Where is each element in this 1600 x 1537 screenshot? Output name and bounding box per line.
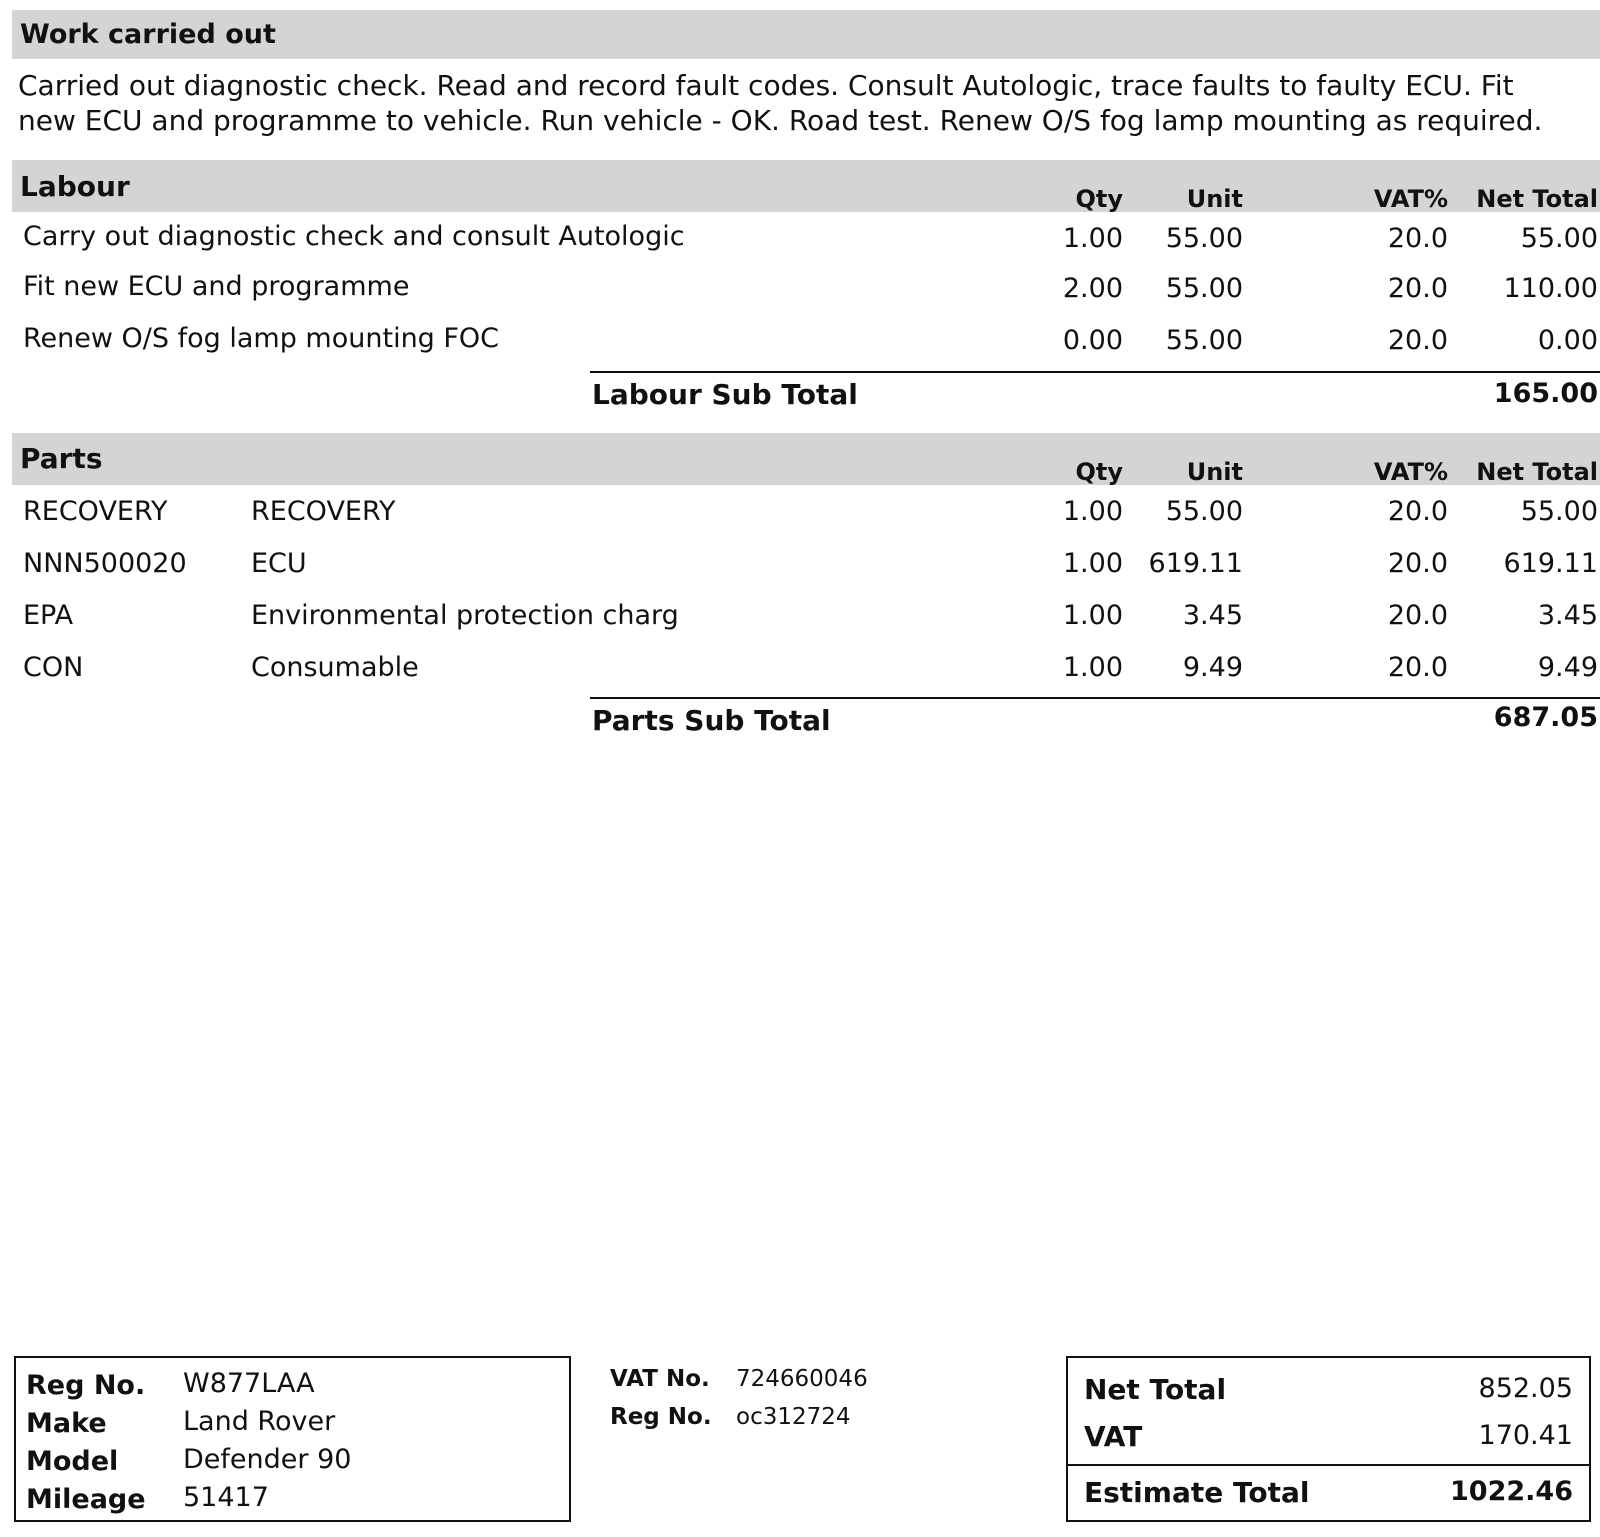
totals-box — [1066, 1356, 1591, 1522]
vehicle-reg-value: W877LAA — [183, 1368, 315, 1399]
part-code: NNN500020 — [23, 548, 187, 579]
labour-net: 0.00 — [1537, 325, 1598, 356]
part-vat: 20.0 — [1387, 652, 1448, 683]
part-desc: Consumable — [251, 652, 419, 683]
labour-vat: 20.0 — [1387, 223, 1448, 254]
parts-col-vat: VAT% — [1373, 458, 1448, 486]
labour-col-unit: Unit — [1186, 185, 1243, 213]
part-net: 9.49 — [1537, 652, 1598, 683]
vehicle-make-label: Make — [26, 1408, 107, 1439]
parts-subtotal-rule — [590, 697, 1600, 699]
labour-qty: 1.00 — [1062, 223, 1123, 254]
labour-qty: 0.00 — [1062, 325, 1123, 356]
part-vat: 20.0 — [1387, 548, 1448, 579]
vat-total-value: 170.41 — [1478, 1420, 1573, 1451]
part-vat: 20.0 — [1387, 496, 1448, 527]
labour-col-net: Net Total — [1476, 185, 1598, 213]
parts-title: Parts — [20, 442, 103, 475]
part-unit: 9.49 — [1182, 652, 1243, 683]
vehicle-make-value: Land Rover — [183, 1406, 336, 1437]
part-net: 55.00 — [1520, 496, 1598, 527]
labour-desc: Fit new ECU and programme — [23, 271, 410, 302]
labour-unit: 55.00 — [1165, 273, 1243, 304]
part-net: 3.45 — [1537, 600, 1598, 631]
part-qty: 1.00 — [1062, 600, 1123, 631]
parts-header — [12, 433, 1600, 485]
parts-col-qty: Qty — [1075, 458, 1123, 486]
labour-header — [12, 160, 1600, 212]
part-qty: 1.00 — [1062, 496, 1123, 527]
labour-vat: 20.0 — [1387, 273, 1448, 304]
net-total-value: 852.05 — [1478, 1373, 1573, 1404]
part-qty: 1.00 — [1062, 652, 1123, 683]
work-carried-out-header — [12, 10, 1600, 59]
part-code: CON — [23, 652, 84, 683]
labour-subtotal-label: Labour Sub Total — [592, 378, 858, 411]
labour-desc: Carry out diagnostic check and consult Autologic — [23, 221, 685, 252]
labour-net: 55.00 — [1520, 223, 1598, 254]
part-qty: 1.00 — [1062, 548, 1123, 579]
part-code: EPA — [23, 600, 74, 631]
totals-rule — [1068, 1464, 1589, 1466]
company-reg-value: oc312724 — [736, 1404, 851, 1430]
part-desc: Environmental protection charg — [251, 600, 679, 631]
labour-desc: Renew O/S fog lamp mounting FOC — [23, 323, 500, 354]
part-code: RECOVERY — [23, 496, 168, 527]
labour-unit: 55.00 — [1165, 223, 1243, 254]
part-vat: 20.0 — [1387, 600, 1448, 631]
parts-subtotal-label: Parts Sub Total — [592, 704, 831, 737]
work-description: Carried out diagnostic check. Read and record fault codes. Consult Autologic, trace faults to faulty ECU. Fit new ECU and programme to vehicle. Run vehicle - OK. Road test. Renew O/S fog lamp mounting as required. — [18, 69, 1543, 137]
part-desc: ECU — [251, 548, 307, 579]
work-carried-out-title: Work carried out — [20, 19, 276, 50]
company-vat-value: 724660046 — [736, 1366, 868, 1392]
company-reg-label: Reg No. — [610, 1404, 712, 1430]
part-unit: 619.11 — [1148, 548, 1243, 579]
labour-unit: 55.00 — [1165, 325, 1243, 356]
part-unit: 3.45 — [1182, 600, 1243, 631]
vat-total-label: VAT — [1084, 1420, 1143, 1453]
vehicle-model-label: Model — [26, 1446, 119, 1477]
estimate-total-label: Estimate Total — [1084, 1476, 1310, 1509]
vehicle-mileage-value: 51417 — [183, 1482, 269, 1513]
labour-col-vat: VAT% — [1373, 185, 1448, 213]
labour-qty: 2.00 — [1062, 273, 1123, 304]
part-unit: 55.00 — [1165, 496, 1243, 527]
part-net: 619.11 — [1503, 548, 1598, 579]
vehicle-mileage-label: Mileage — [26, 1484, 146, 1515]
labour-title: Labour — [20, 170, 130, 203]
vehicle-details-box — [14, 1356, 571, 1522]
estimate-total-value: 1022.46 — [1450, 1476, 1573, 1507]
vehicle-reg-label: Reg No. — [26, 1370, 146, 1401]
vehicle-model-value: Defender 90 — [183, 1444, 352, 1475]
parts-col-net: Net Total — [1476, 458, 1598, 486]
net-total-label: Net Total — [1084, 1373, 1227, 1406]
parts-subtotal-value: 687.05 — [1493, 702, 1598, 733]
labour-col-qty: Qty — [1075, 185, 1123, 213]
labour-subtotal-value: 165.00 — [1493, 378, 1598, 409]
labour-subtotal-rule — [590, 371, 1600, 373]
labour-net: 110.00 — [1503, 273, 1598, 304]
company-vat-label: VAT No. — [610, 1366, 710, 1392]
part-desc: RECOVERY — [251, 496, 396, 527]
labour-vat: 20.0 — [1387, 325, 1448, 356]
parts-col-unit: Unit — [1186, 458, 1243, 486]
